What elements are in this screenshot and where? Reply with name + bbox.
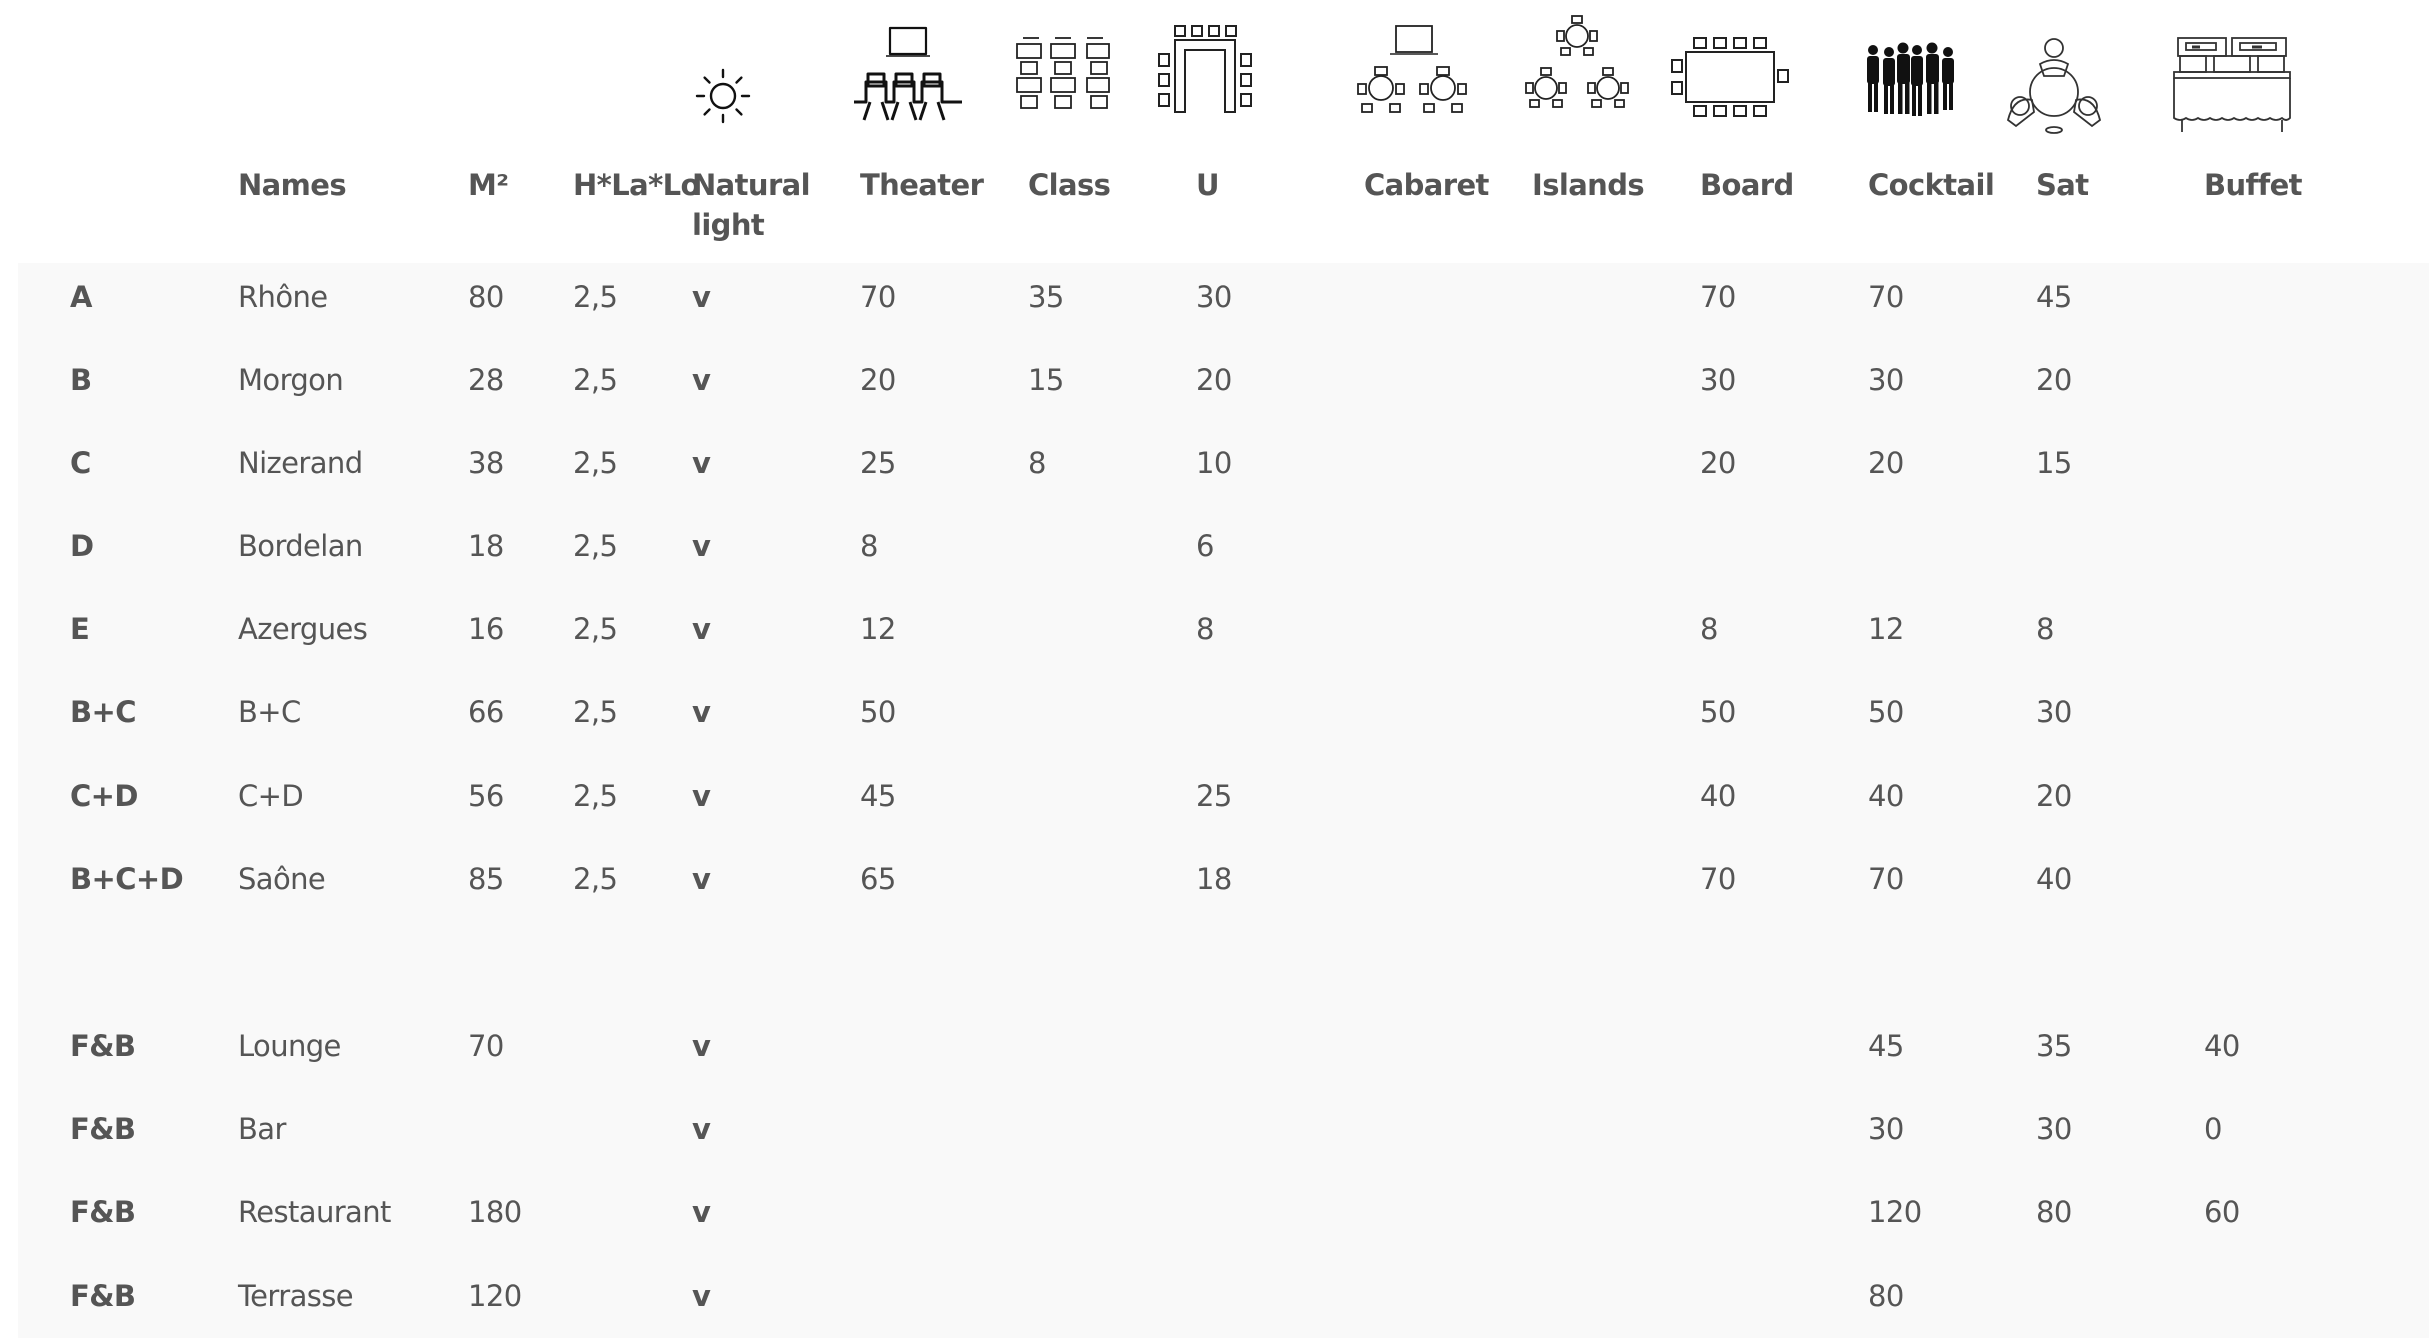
seated-round-table-icon xyxy=(2002,34,2106,134)
cell-board: 20 xyxy=(1700,446,1736,480)
cell-natural-light: v xyxy=(692,446,711,480)
cell-natural-light: v xyxy=(692,862,711,896)
cell-dims: 2,5 xyxy=(573,695,618,729)
cell-sat: 45 xyxy=(2036,280,2072,314)
theater-layout-icon xyxy=(852,24,964,126)
header-u: U xyxy=(1196,168,1219,202)
cell-natural-light: v xyxy=(692,1112,711,1146)
cell-code: E xyxy=(70,612,90,646)
cell-board: 8 xyxy=(1700,612,1718,646)
cell-name: Lounge xyxy=(238,1029,341,1063)
cell-m2: 16 xyxy=(468,612,504,646)
cell-m2: 85 xyxy=(468,862,504,896)
cell-name: Bar xyxy=(238,1112,286,1146)
cell-theater: 45 xyxy=(860,779,896,813)
cell-dims: 2,5 xyxy=(573,862,618,896)
cell-cocktail: 50 xyxy=(1868,695,1904,729)
cell-theater: 70 xyxy=(860,280,896,314)
islands-layout-icon xyxy=(1517,12,1637,116)
cell-theater: 12 xyxy=(860,612,896,646)
cell-cocktail: 12 xyxy=(1868,612,1904,646)
u-shape-layout-icon xyxy=(1155,22,1255,116)
cell-name: Nizerand xyxy=(238,446,363,480)
cell-sat: 15 xyxy=(2036,446,2072,480)
cell-sat: 20 xyxy=(2036,779,2072,813)
header-names: Names xyxy=(238,168,346,202)
cocktail-standing-icon xyxy=(1862,42,1962,118)
sun-icon xyxy=(693,66,753,126)
header-cocktail: Cocktail xyxy=(1868,168,1995,202)
cell-sat: 35 xyxy=(2036,1029,2072,1063)
cell-dims: 2,5 xyxy=(573,446,618,480)
cell-cocktail: 30 xyxy=(1868,1112,1904,1146)
cell-code: A xyxy=(70,280,92,314)
cell-sat: 30 xyxy=(2036,1112,2072,1146)
header-buffet: Buffet xyxy=(2204,168,2302,202)
cell-board: 50 xyxy=(1700,695,1736,729)
cell-dims: 2,5 xyxy=(573,779,618,813)
cell-class: 8 xyxy=(1028,446,1046,480)
cell-m2: 18 xyxy=(468,529,504,563)
cell-code: C xyxy=(70,446,91,480)
cell-board: 40 xyxy=(1700,779,1736,813)
cell-name: B+C xyxy=(238,695,301,729)
cell-sat: 80 xyxy=(2036,1195,2072,1229)
cell-code: F&B xyxy=(70,1029,136,1063)
cell-class: 15 xyxy=(1028,363,1064,397)
cell-m2: 120 xyxy=(468,1279,522,1313)
cell-name: Terrasse xyxy=(238,1279,353,1313)
cell-m2: 80 xyxy=(468,280,504,314)
cell-sat: 20 xyxy=(2036,363,2072,397)
cell-name: Azergues xyxy=(238,612,368,646)
header-dims: H*La*Lo xyxy=(573,168,700,202)
cell-board: 30 xyxy=(1700,363,1736,397)
cell-u: 30 xyxy=(1196,280,1232,314)
cell-board: 70 xyxy=(1700,280,1736,314)
header-natural-light: Natural light xyxy=(692,168,810,242)
cell-m2: 180 xyxy=(468,1195,522,1229)
cell-name: C+D xyxy=(238,779,304,813)
cell-code: F&B xyxy=(70,1279,136,1313)
header-theater: Theater xyxy=(860,168,984,202)
cell-u: 10 xyxy=(1196,446,1232,480)
cell-cocktail: 70 xyxy=(1868,862,1904,896)
cell-code: C+D xyxy=(70,779,138,813)
cell-u: 6 xyxy=(1196,529,1214,563)
cell-u: 25 xyxy=(1196,779,1232,813)
cell-natural-light: v xyxy=(692,612,711,646)
cabaret-layout-icon xyxy=(1350,22,1474,118)
cell-u: 20 xyxy=(1196,363,1232,397)
cell-buffet: 0 xyxy=(2204,1112,2222,1146)
cell-m2: 66 xyxy=(468,695,504,729)
cell-natural-light: v xyxy=(692,1029,711,1063)
cell-code: B+C xyxy=(70,695,136,729)
cell-dims: 2,5 xyxy=(573,529,618,563)
cell-name: Restaurant xyxy=(238,1195,391,1229)
cell-sat: 8 xyxy=(2036,612,2054,646)
cell-theater: 20 xyxy=(860,363,896,397)
cell-natural-light: v xyxy=(692,529,711,563)
classroom-layout-icon xyxy=(1013,34,1113,116)
cell-theater: 50 xyxy=(860,695,896,729)
cell-sat: 40 xyxy=(2036,862,2072,896)
cell-natural-light: v xyxy=(692,1279,711,1313)
cell-cocktail: 40 xyxy=(1868,779,1904,813)
cell-code: B xyxy=(70,363,92,397)
cell-cocktail: 20 xyxy=(1868,446,1904,480)
cell-m2: 28 xyxy=(468,363,504,397)
boardroom-layout-icon xyxy=(1668,34,1802,120)
cell-cocktail: 45 xyxy=(1868,1029,1904,1063)
header-class: Class xyxy=(1028,168,1111,202)
cell-name: Morgon xyxy=(238,363,344,397)
cell-cocktail: 30 xyxy=(1868,363,1904,397)
cell-code: B+C+D xyxy=(70,862,184,896)
cell-code: F&B xyxy=(70,1195,136,1229)
cell-natural-light: v xyxy=(692,280,711,314)
cell-cocktail: 70 xyxy=(1868,280,1904,314)
cell-cocktail: 80 xyxy=(1868,1279,1904,1313)
cell-buffet: 40 xyxy=(2204,1029,2240,1063)
header-sat: Sat xyxy=(2036,168,2089,202)
cell-natural-light: v xyxy=(692,363,711,397)
cell-dims: 2,5 xyxy=(573,612,618,646)
cell-cocktail: 120 xyxy=(1868,1195,1922,1229)
cell-sat: 30 xyxy=(2036,695,2072,729)
cell-buffet: 60 xyxy=(2204,1195,2240,1229)
header-m2: M² xyxy=(468,168,509,202)
cell-theater: 65 xyxy=(860,862,896,896)
buffet-table-icon xyxy=(2172,34,2292,136)
cell-name: Bordelan xyxy=(238,529,363,563)
cell-m2: 38 xyxy=(468,446,504,480)
cell-theater: 25 xyxy=(860,446,896,480)
cell-u: 18 xyxy=(1196,862,1232,896)
cell-board: 70 xyxy=(1700,862,1736,896)
cell-m2: 56 xyxy=(468,779,504,813)
cell-natural-light: v xyxy=(692,1195,711,1229)
cell-code: F&B xyxy=(70,1112,136,1146)
cell-name: Saône xyxy=(238,862,326,896)
cell-m2: 70 xyxy=(468,1029,504,1063)
cell-dims: 2,5 xyxy=(573,280,618,314)
cell-class: 35 xyxy=(1028,280,1064,314)
cell-natural-light: v xyxy=(692,695,711,729)
cell-dims: 2,5 xyxy=(573,363,618,397)
cell-name: Rhône xyxy=(238,280,328,314)
cell-code: D xyxy=(70,529,94,563)
header-islands: Islands xyxy=(1532,168,1645,202)
header-board: Board xyxy=(1700,168,1794,202)
cell-natural-light: v xyxy=(692,779,711,813)
header-cabaret: Cabaret xyxy=(1364,168,1489,202)
cell-u: 8 xyxy=(1196,612,1214,646)
cell-theater: 8 xyxy=(860,529,878,563)
